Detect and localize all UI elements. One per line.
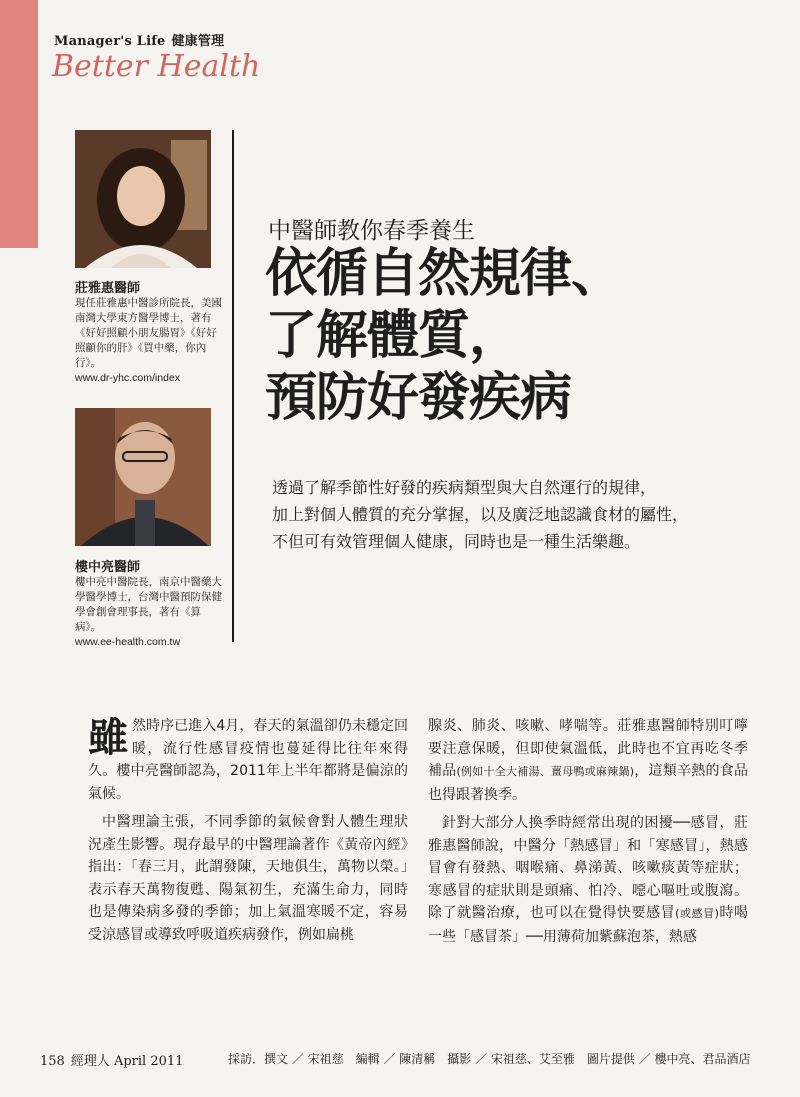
body-paragraph-3b: ，這類辛熱的食品也得跟著換季。 bbox=[428, 763, 749, 803]
body-note-1: (例如十全大補湯、薑母鴨或麻辣鍋) bbox=[456, 765, 635, 778]
author-photo-2 bbox=[75, 408, 211, 546]
section-label bbox=[54, 30, 224, 49]
headline-line-1: 依循自然規律、 bbox=[265, 243, 623, 304]
author-name-1: 莊雅惠醫師 bbox=[75, 281, 141, 296]
body-paragraph-2: 中醫理論主張，不同季節的氣候會對人體生理狀況產生影響。現存最早的中醫理論著作《黃帝內經》指出：「春三月，此謂發陳，天地俱生，萬物以榮。」表示春天萬物復甦、陽氣初生，充滿生命力，同時也是傳染病多發的季節；加上氣溫寒暖不定，容易受涼感冒或導致呼吸道疾病發作，例如扁桃 bbox=[88, 814, 408, 943]
author-bio-text-1: 現任莊雅惠中醫診所院長，美國南灣大學東方醫學博士，著有《好好照顧小朋友腸胃》《好好照顧你的肝》《買中藥，你內行》。 bbox=[75, 297, 222, 369]
body-column-right bbox=[428, 715, 748, 954]
body-paragraph-3a: 腺炎、肺炎、咳嗽、哮喘等。莊雅惠醫師特別叮嚀要注意保暖，但即使氣溫低，此時也不宜再吃冬季補品 bbox=[428, 718, 748, 779]
body-paragraph-4 bbox=[428, 812, 748, 948]
page-number: 158 bbox=[40, 1054, 65, 1069]
author-portrait-2 bbox=[75, 408, 211, 546]
author-name-2: 樓中亮醫師 bbox=[75, 560, 141, 575]
section-label-en: Manager's Life bbox=[54, 34, 166, 49]
page-footer bbox=[40, 1050, 760, 1069]
body-column-left bbox=[88, 715, 408, 952]
body-paragraph-1-text: 然時序已進入4月，春天的氣溫卻仍未穩定回暖，流行性感冒疫情也蔓延得比往年來得久。樓中亮醫師認為，2011年上半年都將是偏涼的氣候。 bbox=[88, 718, 408, 802]
article-kicker: 中醫師教你春季養生 bbox=[268, 218, 475, 244]
author-bio-2 bbox=[75, 575, 225, 650]
headline-line-2: 了解體質， bbox=[265, 305, 521, 366]
author-url-1: www.dr-yhc.com/index bbox=[75, 372, 181, 384]
vertical-divider bbox=[232, 130, 234, 642]
body-paragraph-3 bbox=[428, 715, 748, 806]
author-bio-text-2: 樓中亮中醫院長，南京中醫藥大學醫學博士，台灣中醫預防保健學會創會理事長，著有《算病》。 bbox=[75, 576, 222, 633]
article-headline bbox=[265, 243, 735, 429]
body-paragraph-1 bbox=[88, 715, 408, 805]
headline-line-3: 預防好發疾病 bbox=[265, 367, 572, 428]
drop-cap: 雖 bbox=[88, 714, 128, 761]
author-bio-1 bbox=[75, 296, 225, 386]
magazine-issue: 經理人 April 2011 bbox=[70, 1054, 184, 1069]
body-note-2: (或感冒) bbox=[675, 907, 719, 920]
body-paragraph-4a: 針對大部分人換季時經常出現的困擾──感冒，莊雅惠醫師說，中醫分「熱感冒」和「寒感冒」，熱感冒會有發熱、咽喉痛、鼻涕黃、咳嗽痰黃等症狀；寒感冒的症狀則是頭痛、怕冷、噁心嘔吐或腹瀉。除了就醫治療，也可以在覺得快要感冒 bbox=[428, 815, 748, 921]
author-portrait-1 bbox=[75, 130, 211, 268]
section-label-zh: 健康管理 bbox=[171, 34, 225, 49]
article-credits: 採訪．撰文 ／ 宋祖慈 編輯 ／ 陳清稱 攝影 ／ 宋祖慈、艾至雅 圖片提供 ／ 樓中亮、君品酒店 bbox=[228, 1052, 751, 1066]
body-paragraph-4b: 時喝一些「感冒茶」──用薄荷加紫蘇泡茶，熱感 bbox=[428, 905, 749, 945]
dek-line-1: 透過了解季節性好發的疾病類型與大自然運行的規律， bbox=[272, 478, 657, 497]
article-dek bbox=[272, 474, 742, 555]
author-url-2: www.ee-health.com.tw bbox=[75, 636, 181, 648]
section-title: Better Health bbox=[52, 49, 261, 84]
dek-line-2: 加上對個人體質的充分掌握，以及廣泛地認識食材的屬性， bbox=[272, 505, 689, 524]
dek-line-3: 不但可有效管理個人健康，同時也是一種生活樂趣。 bbox=[272, 532, 641, 551]
author-photo-1 bbox=[75, 130, 211, 268]
page-edge-tab bbox=[0, 0, 38, 248]
